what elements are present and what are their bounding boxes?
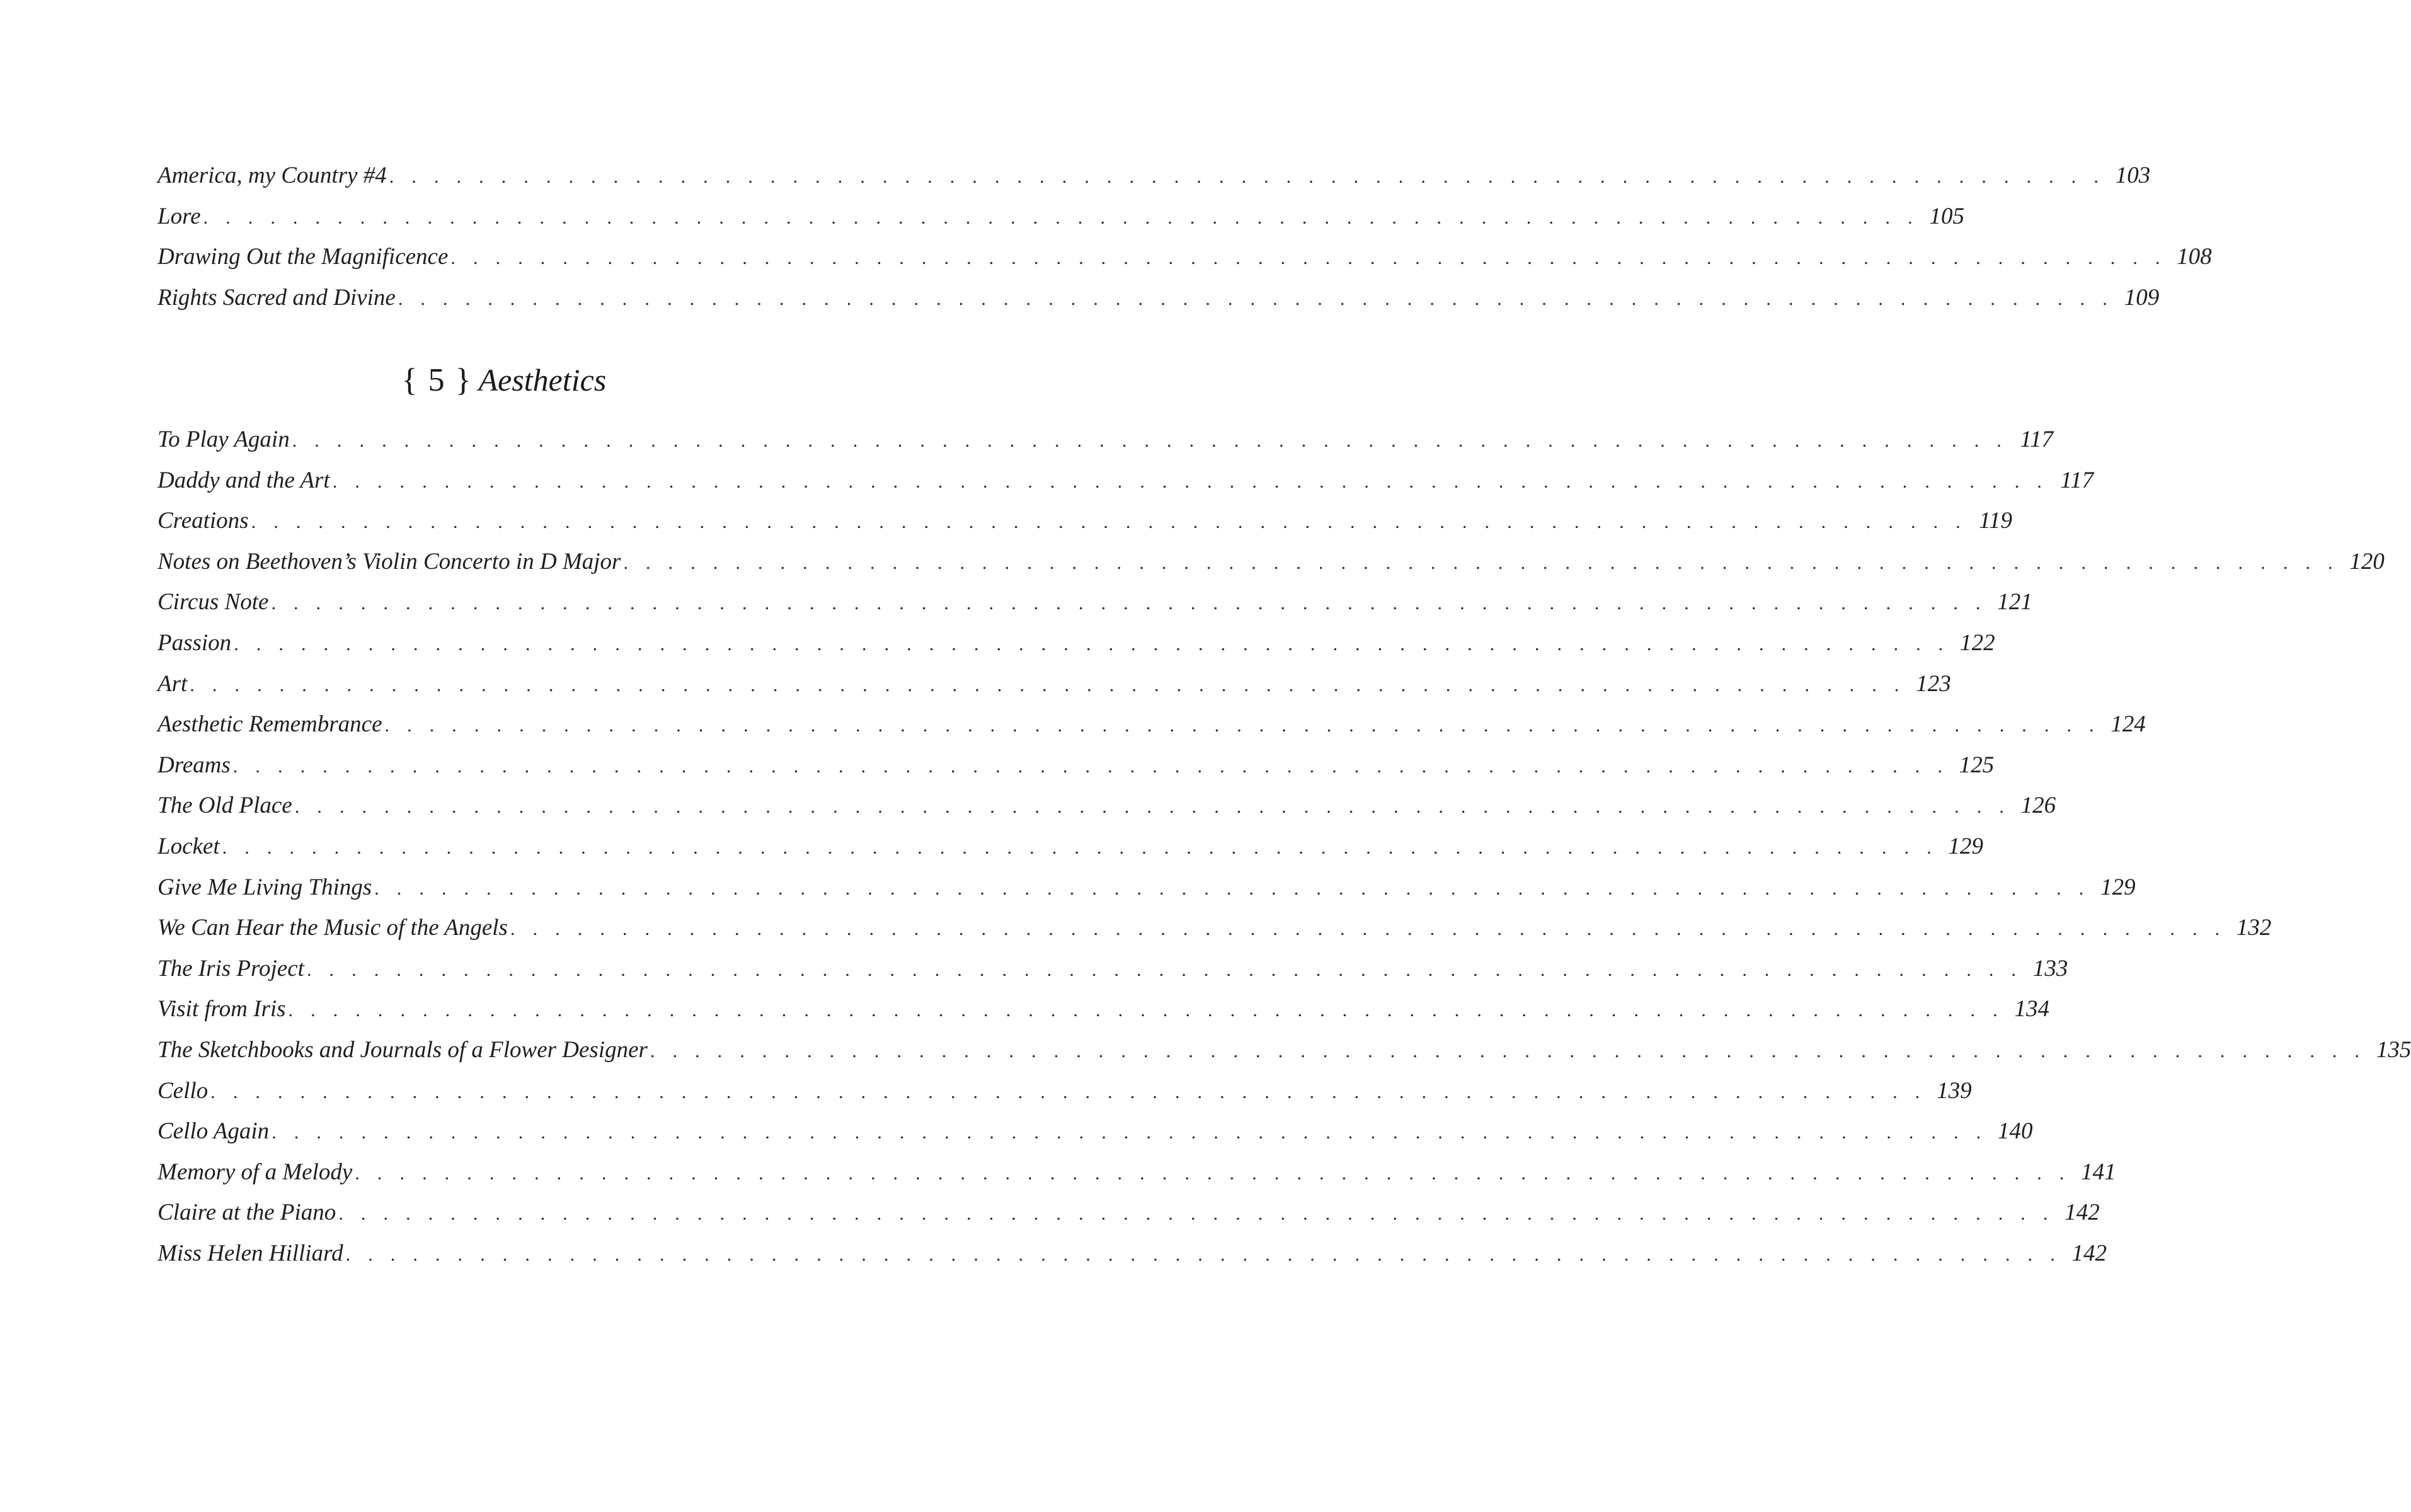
toc-entry-page-number: 142 [2071,1240,2107,1266]
toc-entry-title: Creations [157,508,249,534]
toc-entry[interactable] [157,501,2012,542]
toc-entry-title: The Iris Project [157,955,304,982]
toc-entry[interactable] [157,908,2272,949]
toc-entry-title: Notes on Beethoven’s Violin Concerto in D Major [157,548,621,575]
toc-entry-page-number: 135 [2376,1036,2411,1063]
dot-leader: . . . . . . . . . . . . . . . . . . . . . . . . . . . . . . . . . . . . . . . . . . . . . . . . . . . . . . . . . . . . . . . . . . . . . . . . . . . . . [294,796,2011,818]
toc-entry[interactable] [157,949,2068,990]
dot-leader: . . . . . . . . . . . . . . . . . . . . . . . . . . . . . . . . . . . . . . . . . . . . . . . . . . . . . . . . . . . . . . . . . . . . . . . . . . . . . [398,288,2114,309]
toc-entry-page-number: 103 [2115,163,2151,188]
dot-leader: . . . . . . . . . . . . . . . . . . . . . . . . . . . . . . . . . . . . . . . . . . . . . . . . . . . . . . . . . . . . . . . . . . . . . . . . . . . . . [384,715,2100,736]
toc-entry-page-number: 119 [1979,508,2012,534]
toc-entry[interactable] [157,582,2032,623]
toc-entry-page-number: 124 [2110,711,2146,738]
toc-entry[interactable] [157,237,2212,278]
toc-entry[interactable] [157,989,2049,1030]
dot-leader: . . . . . . . . . . . . . . . . . . . . . . . . . . . . . . . . . . . . . . . . . . . . . . . . . . . . . . . . . . . . . . . . . . . . . . . . . . . . . [222,837,1939,858]
toc-entry[interactable] [157,745,1995,786]
toc-entry-page-number: 125 [1959,752,1995,778]
toc-entry[interactable] [157,704,2146,745]
dot-leader: . . . . . . . . . . . . . . . . . . . . . . . . . . . . . . . . . . . . . . . . . . . . . . . . . . . . . . . . . . . . . . . . . . . . . . . . . . . . . [623,552,2339,573]
dot-leader: . . . . . . . . . . . . . . . . . . . . . . . . . . . . . . . . . . . . . . . . . . . . . . . . . . . . . . . . . . . . . . . . . . . . . . . . . . . . . [272,1122,1988,1143]
dot-leader: . . . . . . . . . . . . . . . . . . . . . . . . . . . . . . . . . . . . . . . . . . . . . . . . . . . . . . . . . . . . . . . . . . . . . . . . . . . . . [288,1000,2004,1021]
toc-entry-title: Miss Helen Hilliard [157,1240,343,1266]
section-title: Aesthetics [478,362,607,398]
toc-entry-page-number: 132 [2236,915,2272,941]
toc-entry[interactable] [157,1193,2100,1234]
toc-entry-title: To Play Again [157,427,290,452]
dot-leader: . . . . . . . . . . . . . . . . . . . . . . . . . . . . . . . . . . . . . . . . . . . . . . . . . . . . . . . . . . . . . . . . . . . . . . . . . . . . . [510,919,2226,940]
toc-entry-page-number: 141 [2081,1159,2116,1185]
toc-entry-title: Rights Sacred and Divine [157,284,396,311]
toc-entry[interactable] [157,1111,2033,1152]
toc-entry[interactable] [157,278,2160,319]
toc-entry[interactable] [157,827,1984,868]
toc-entry[interactable] [157,461,2094,501]
dot-leader: . . . . . . . . . . . . . . . . . . . . . . . . . . . . . . . . . . . . . . . . . . . . . . . . . . . . . . . . . . . . . . . . . . . . . . . . . . . . . [338,1203,2054,1225]
toc-entry-title: Locket [157,833,220,859]
toc-entry-page-number: 122 [1960,629,1995,656]
toc-entry[interactable] [157,786,2056,827]
toc-entry-title: Drawing Out the Magnificence [157,244,449,270]
toc-entry-page-number: 117 [2020,427,2054,452]
toc-entry-title: America, my Country #4 [157,163,387,188]
toc-entry-page-number: 142 [2065,1200,2100,1226]
dot-leader: . . . . . . . . . . . . . . . . . . . . . . . . . . . . . . . . . . . . . . . . . . . . . . . . . . . . . . . . . . . . . . . . . . . . . . . . . . . . . [355,1162,2071,1184]
toc-entry[interactable] [157,1071,1972,1112]
dot-leader: . . . . . . . . . . . . . . . . . . . . . . . . . . . . . . . . . . . . . . . . . . . . . . . . . . . . . . . . . . . . . . . . . . . . . . . . . . . . . [345,1244,2062,1265]
section-number: { 5 } [401,362,472,398]
dot-leader: . . . . . . . . . . . . . . . . . . . . . . . . . . . . . . . . . . . . . . . . . . . . . . . . . . . . . . . . . . . . . . . . . . . . . . . . . . . . . [271,593,1987,614]
toc-entry-page-number: 134 [2014,996,2049,1022]
toc-entry[interactable] [157,868,2136,908]
dot-leader: . . . . . . . . . . . . . . . . . . . . . . . . . . . . . . . . . . . . . . . . . . . . . . . . . . . . . . . . . . . . . . . . . . . . . . . . . . . . . [292,430,2008,451]
dot-leader: . . . . . . . . . . . . . . . . . . . . . . . . . . . . . . . . . . . . . . . . . . . . . . . . . . . . . . . . . . . . . . . . . . . . . . . . . . . . . [306,959,2023,980]
dot-leader: . . . . . . . . . . . . . . . . . . . . . . . . . . . . . . . . . . . . . . . . . . . . . . . . . . . . . . . . . . . . . . . . . . . . . . . . . . . . . [332,471,2049,492]
toc-entry-title: Cello Again [157,1118,270,1145]
toc-entry-title: Dreams [157,752,231,778]
toc-entry-page-number: 133 [2032,955,2068,982]
toc-entry-title: The Old Place [157,793,292,819]
toc-entry-title: Cello [157,1077,209,1104]
toc-entry-title: Visit from Iris [157,996,286,1022]
toc-entry-page-number: 108 [2177,244,2212,270]
toc-entry-page-number: 105 [1929,203,1964,229]
toc-entry-title: We Can Hear the Music of the Angels [157,915,508,941]
toc-entry-title: Lore [157,203,201,229]
toc-entry[interactable] [157,542,2385,583]
dot-leader: . . . . . . . . . . . . . . . . . . . . . . . . . . . . . . . . . . . . . . . . . . . . . . . . . . . . . . . . . . . . . . . . . . . . . . . . . . . . . [232,755,1949,777]
toc-entry-title: Art [157,670,188,697]
toc-entry[interactable] [157,420,2054,461]
dot-leader: . . . . . . . . . . . . . . . . . . . . . . . . . . . . . . . . . . . . . . . . . . . . . . . . . . . . . . . . . . . . . . . . . . . . . . . . . . . . . [210,1081,1927,1102]
toc-entry-page-number: 126 [2020,793,2056,819]
toc-entry-page-number: 139 [1937,1077,1972,1104]
dot-leader: . . . . . . . . . . . . . . . . . . . . . . . . . . . . . . . . . . . . . . . . . . . . . . . . . . . . . . . . . . . . . . . . . . . . . . . . . . . . . [650,1040,2366,1062]
toc-list-previous-section [157,156,2212,318]
toc-list-aesthetics [157,420,2411,1274]
dot-leader: . . . . . . . . . . . . . . . . . . . . . . . . . . . . . . . . . . . . . . . . . . . . . . . . . . . . . . . . . . . . . . . . . . . . . . . . . . . . . [389,166,2105,187]
toc-entry-title: Daddy and the Art [157,467,330,493]
toc-entry-title: Aesthetic Remembrance [157,711,382,738]
toc-entry-page-number: 129 [2100,874,2136,900]
toc-entry[interactable] [157,623,1995,664]
toc-entry-title: Give Me Living Things [157,874,372,900]
toc-entry[interactable] [157,1152,2116,1193]
toc-entry[interactable] [157,664,1951,705]
dot-leader: . . . . . . . . . . . . . . . . . . . . . . . . . . . . . . . . . . . . . . . . . . . . . . . . . . . . . . . . . . . . . . . . . . . . . . . . . . . . . [190,674,1906,696]
dot-leader: . . . . . . . . . . . . . . . . . . . . . . . . . . . . . . . . . . . . . . . . . . . . . . . . . . . . . . . . . . . . . . . . . . . . . . . . . . . . . [251,512,1967,533]
toc-entry-page-number: 140 [1998,1118,2033,1145]
toc-entry-title: Memory of a Melody [157,1159,353,1185]
toc-entry[interactable] [157,197,1964,238]
toc-entry[interactable] [157,1030,2411,1071]
toc-entry-title: Passion [157,629,232,656]
dot-leader: . . . . . . . . . . . . . . . . . . . . . . . . . . . . . . . . . . . . . . . . . . . . . . . . . . . . . . . . . . . . . . . . . . . . . . . . . . . . . [203,207,1919,228]
toc-entry-title: The Sketchbooks and Journals of a Flower Designer [157,1036,648,1063]
toc-entry-title: Circus Note [157,589,269,616]
toc-entry-page-number: 120 [2349,548,2385,575]
toc-entry-page-number: 109 [2124,284,2160,311]
toc-entry-page-number: 121 [1997,589,2032,616]
toc-entry-page-number: 117 [2060,467,2094,493]
toc-entry[interactable] [157,1234,2107,1274]
toc-entry[interactable] [157,156,2151,197]
dot-leader: . . . . . . . . . . . . . . . . . . . . . . . . . . . . . . . . . . . . . . . . . . . . . . . . . . . . . . . . . . . . . . . . . . . . . . . . . . . . . [374,878,2090,899]
dot-leader: . . . . . . . . . . . . . . . . . . . . . . . . . . . . . . . . . . . . . . . . . . . . . . . . . . . . . . . . . . . . . . . . . . . . . . . . . . . . . [234,633,1950,655]
toc-entry-title: Claire at the Piano [157,1200,336,1226]
toc-entry-page-number: 129 [1948,833,1984,859]
section-heading [0,358,1008,403]
dot-leader: . . . . . . . . . . . . . . . . . . . . . . . . . . . . . . . . . . . . . . . . . . . . . . . . . . . . . . . . . . . . . . . . . . . . . . . . . . . . . [450,248,2167,269]
toc-entry-page-number: 123 [1916,670,1951,697]
